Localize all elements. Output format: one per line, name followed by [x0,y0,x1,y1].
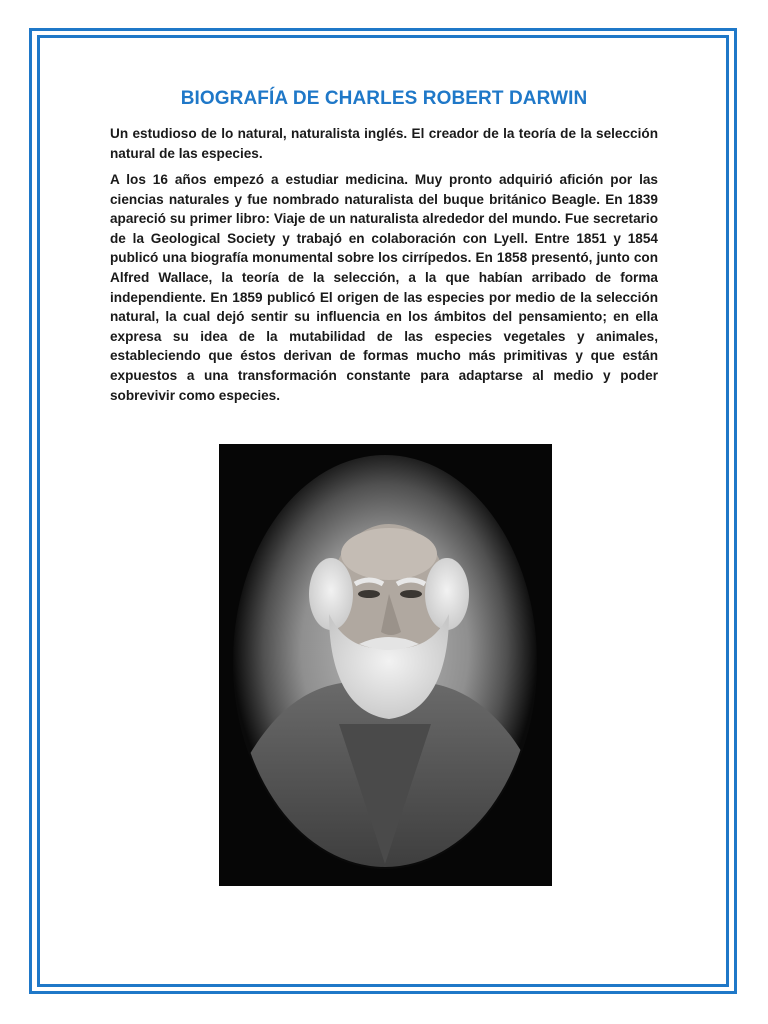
document-title: BIOGRAFÍA DE CHARLES ROBERT DARWIN [180,88,588,109]
darwin-portrait-photo [219,444,552,886]
paragraph-biography: A los 16 años empezó a estudiar medicina. Muy pronto adquirió afición por las ciencias naturales y fue nombrado naturalista del buque británico Beagle. En 1839 apareció su primer libro: Viaje de un naturalista alrededor del mundo. Fue secretario de la Geological Society y trabajó en colaboración con Lyell. Entre 1851 y 1854 publicó una biografía monumental sobre los cirrípedos. En 1858 presentó, junto con Alfred Wallace, la teoría de la selección, a la que habían arribado de forma independiente. En 1859 publicó El origen de las especies por medio de la selección natural, la cual dejó sentir su influencia en los ámbitos del pensamiento; en ella expresa su idea de la mutabilidad de las especies vegetales y animales, estableciendo que éstos derivan de formas mucho más primitivas y que están expuestos a una transformación constante para adaptarse al medio y poder sobrevivir como especies. [110,172,658,403]
paragraph-intro: Un estudioso de lo natural, naturalista inglés. El creador de la teoría de la selección natural de las especies. [110,126,658,161]
